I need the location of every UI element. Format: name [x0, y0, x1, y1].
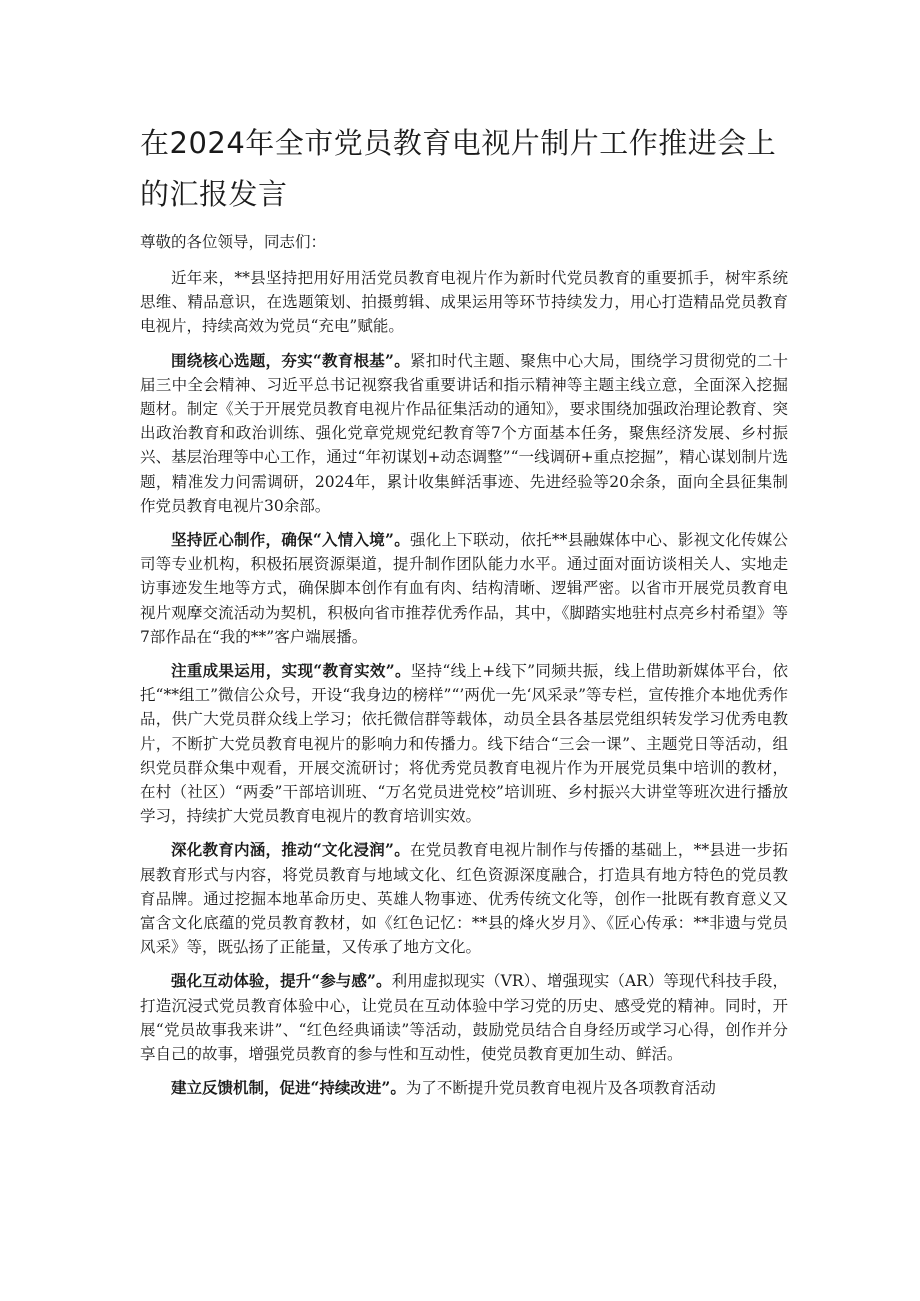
section-paragraph [140, 528, 788, 649]
intro-paragraph: 近年来，**县坚持把用好用活党员教育电视片作为新时代党员教育的重要抓手，树牢系统思维、精品意识，在选题策划、拍摄剪辑、成果运用等环节持续发力，用心打造精品党员教育电视片，持续高效为党员“充电”赋能。 [140, 269, 788, 336]
section-heading: 坚持匠心制作，确保“入情入境”。 [171, 530, 410, 550]
section-heading: 深化教育内涵，推动“文化浸润”。 [171, 840, 410, 860]
section-paragraph [140, 969, 788, 1066]
section-heading: 注重成果运用，实现“教育实效”。 [171, 661, 411, 681]
section-body: 为了不断提升党员教育电视片及各项教育活动 [405, 1079, 716, 1098]
document-page [140, 118, 788, 1111]
section-heading: 围绕核心选题，夯实“教育根基”。 [171, 350, 410, 370]
section-body: 利用虚拟现实（VR）、增强现实（AR）等现代科技手段，打造沉浸式党员教育体验中心，让党员在互动体验中学习党的历史、感受党的精神。同时，开展“党员故事我来讲”、“红色经典诵读”等活动，鼓励党员结合自身经历或学习心得，创作并分享自己的故事，增强党员教育的参与性和互动性，使党员教育更加生动、鲜活。 [140, 972, 788, 1064]
section-body: 紧扣时代主题、聚焦中心大局，围绕学习贯彻党的二十届三中全会精神、习近平总书记视察我省重要讲话和指示精神等主题主线立意，全面深入挖掘题材。制定《关于开展党员教育电视片作品征集活动的通知》，要求围绕加强政治理论教育、突出政治教育和政治训练、强化党章党规党纪教育等7个方面基本任务，聚焦经济发展、乡村振兴、基层治理等中心工作，通过“年初谋划+动态调整”“一线调研+重点挖掘”，精心谋划制片选题，精准发力问需调研，2024年，累计收集鲜活事迹、先进经验等20余条，面向全县征集制作党员教育电视片30余部。 [140, 351, 788, 515]
section-paragraph [140, 1076, 788, 1100]
section-body: 强化上下联动，依托**县融媒体中心、影视文化传媒公司等专业机构，积极拓展资源渠道，提升制作团队能力水平。通过面对面访谈相关人、实地走访事迹发生地等方式，确保脚本创作有血有肉、结构清晰、逻辑严密。以省市开展党员教育电视片观摩交流活动为契机，积极向省市推荐优秀作品，其中，《脚踏实地驻村点亮乡村希望》等7部作品在“我的**”客户端展播。 [140, 531, 788, 646]
section-body: 在党员教育电视片制作与传播的基础上，**县进一步拓展教育形式与内容，将党员教育与地域文化、红色资源深度融合，打造具有地方特色的党员教育品牌。通过挖掘本地革命历史、英雄人物事迹、优秀传统文化等，创作一批既有教育意义又富含文化底蕴的党员教育教材，如《红色记忆：**县的烽火岁月》、《匠心传承：**非遗与党员风采》等，既弘扬了正能量，又传承了地方文化。 [140, 841, 788, 957]
document-title: 在2024年全市党员教育电视片制片工作推进会上的汇报发言 [140, 126, 777, 211]
section-body: 坚持“线上+线下”同频共振，线上借助新媒体平台，依托“**组工”微信公众号，开设“我身边的榜样”“’两优一先‘风采录”等专栏，宣传推介本地优秀作品，供广大党员群众线上学习；依托微信群等载体，动员全县各基层党组织转发学习优秀电教片，不断扩大党员教育电视片的影响力和传播力。线下结合“三会一课”、主题党日等活动，组织党员群众集中观看，开展交流研讨；将优秀党员教育电视片作为开展党员集中培训的教材，在村（社区）“两委”干部培训班、“万名党员进党校”培训班、乡村振兴大讲堂等班次进行播放学习，持续扩大党员教育电视片的教育培训实效。 [140, 662, 788, 826]
section-paragraph [140, 349, 788, 518]
section-paragraph [140, 838, 788, 959]
section-heading: 强化互动体验，提升“参与感”。 [171, 971, 392, 991]
section-paragraph [140, 659, 788, 828]
section-heading: 建立反馈机制，促进“持续改进”。 [171, 1078, 406, 1098]
salutation: 尊敬的各位领导，同志们： [140, 233, 327, 251]
